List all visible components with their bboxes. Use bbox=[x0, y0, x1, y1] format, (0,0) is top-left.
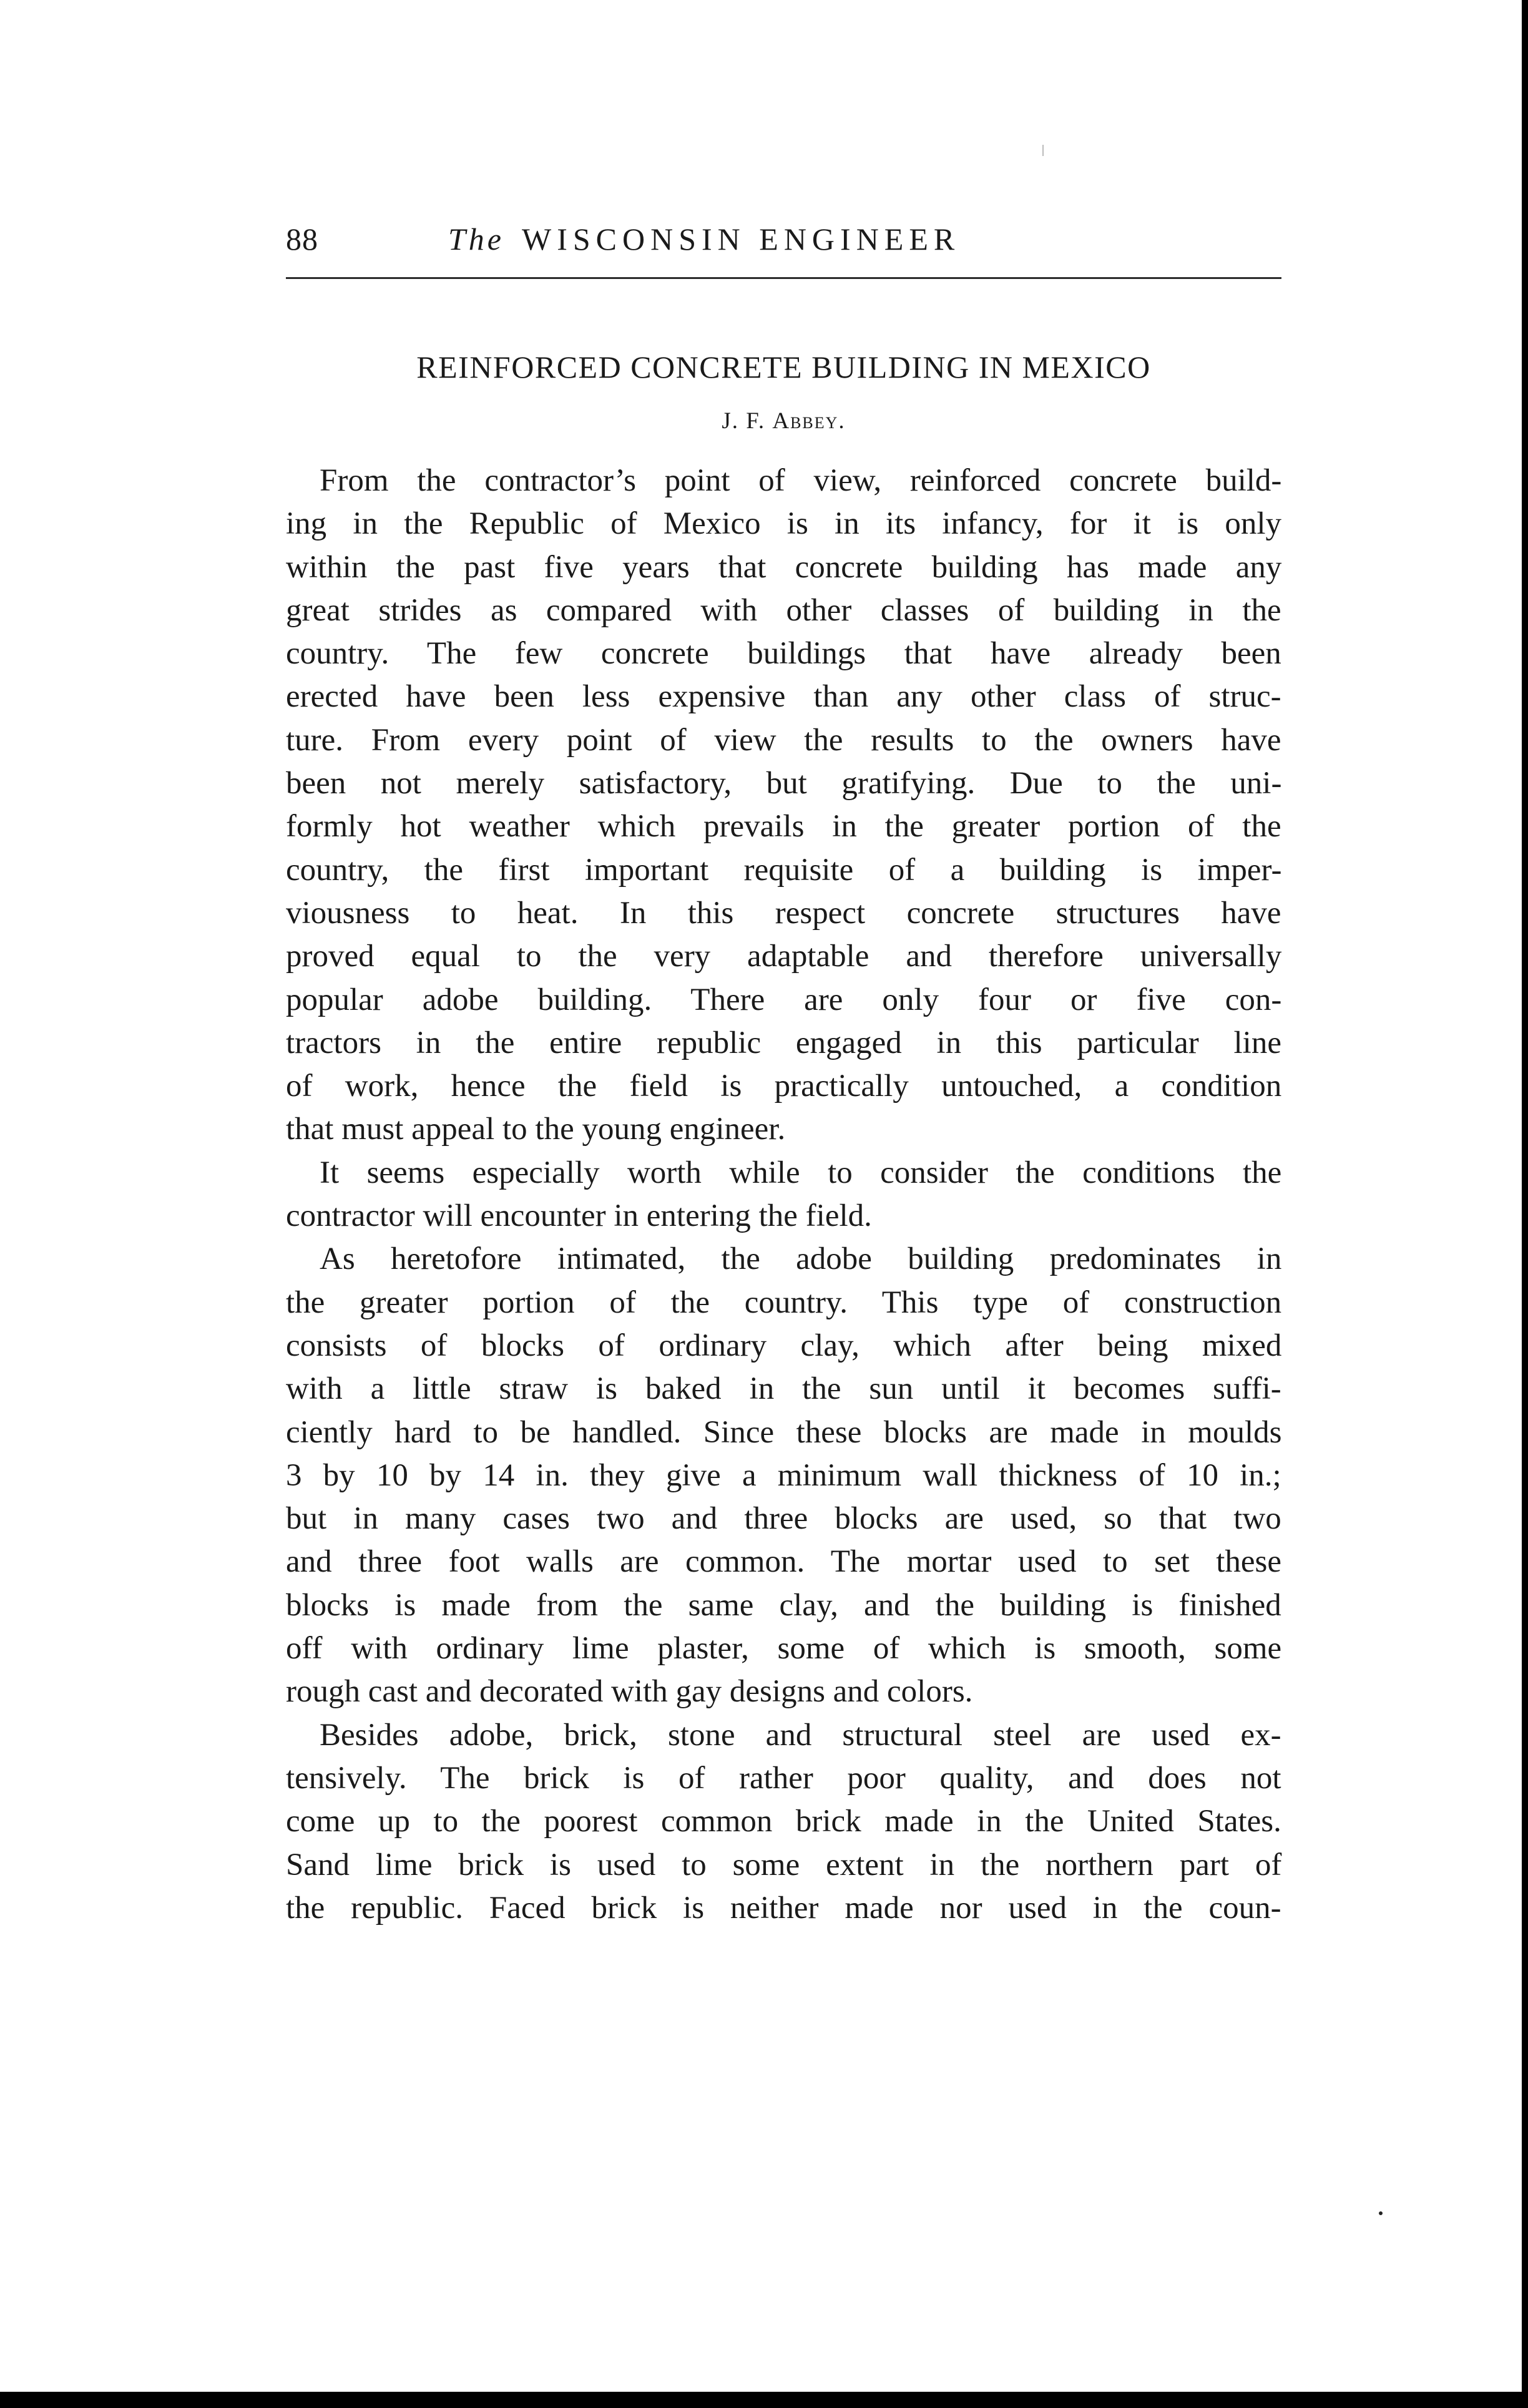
text-line: ciently hard to be handled. Since these blocks are made in moulds bbox=[286, 1414, 1282, 1450]
journal-title-name: WISCONSIN ENGINEER bbox=[522, 222, 961, 257]
text-line: the republic. Faced brick is neither made nor used in the coun- bbox=[286, 1890, 1281, 1926]
paragraph bbox=[286, 1152, 1281, 1238]
text-line: As heretofore intimated, the adobe building predominates in bbox=[320, 1241, 1282, 1277]
page bbox=[286, 212, 1281, 1930]
paragraph bbox=[286, 1238, 1281, 1713]
text-line: been not merely satisfactory, but gratifying. Due to the uni- bbox=[286, 766, 1282, 801]
page-number: 88 bbox=[286, 222, 318, 257]
text-line: Besides adobe, brick, stone and structural steel are used ex- bbox=[320, 1717, 1281, 1753]
text-line: country, the first important requisite of a building is imper- bbox=[286, 852, 1282, 888]
text-line: blocks is made from the same clay, and the building is finished bbox=[286, 1587, 1281, 1623]
scan-speck bbox=[1379, 2211, 1383, 2215]
scan-border-right bbox=[1522, 0, 1528, 2408]
article-title: REINFORCED CONCRETE BUILDING IN MEXICO bbox=[416, 350, 1151, 384]
text-line: of work, hence the field is practically untouched, a condition bbox=[286, 1069, 1282, 1104]
text-line: that must appeal to the young engineer. bbox=[286, 1112, 786, 1147]
text-line: viousness to heat. In this respect concrete structures have bbox=[286, 895, 1281, 931]
text-line: 3 by 10 by 14 in. they give a minimum wall thickness of 10 in.; bbox=[286, 1457, 1281, 1493]
text-line: From the contractor’s point of view, reinforced concrete build- bbox=[320, 463, 1282, 498]
paragraph bbox=[286, 459, 1281, 1152]
text-line: with a little straw is baked in the sun until it becomes suffi- bbox=[286, 1371, 1281, 1407]
author-initials: J. F. bbox=[722, 408, 766, 434]
text-line: proved equal to the very adaptable and therefore universally bbox=[286, 939, 1282, 974]
text-line: consists of blocks of ordinary clay, which after being mixed bbox=[286, 1328, 1282, 1363]
text-line: contractor will encounter in entering the field. bbox=[286, 1198, 872, 1234]
text-line: and three foot walls are common. The mortar used to set these bbox=[286, 1544, 1282, 1580]
paragraph bbox=[286, 1714, 1281, 1930]
text-line: formly hot weather which prevails in the greater portion of the bbox=[286, 809, 1281, 844]
running-head bbox=[286, 212, 1281, 279]
text-line: popular adobe building. There are only four or five con- bbox=[286, 982, 1282, 1017]
scan-border-bottom bbox=[0, 2392, 1528, 2408]
author-surname: Abbey. bbox=[772, 408, 846, 434]
text-line: the greater portion of the country. This type of construction bbox=[286, 1285, 1282, 1320]
text-line: but in many cases two and three blocks are used, so that two bbox=[286, 1501, 1281, 1537]
text-line: ing in the Republic of Mexico is in its infancy, for it is only bbox=[286, 506, 1282, 542]
text-line: great strides as compared with other classes of building in the bbox=[286, 592, 1281, 628]
text-line: ture. From every point of view the results to the owners have bbox=[286, 722, 1281, 758]
byline bbox=[286, 408, 1281, 434]
text-line: erected have been less expensive than any other class of struc- bbox=[286, 679, 1281, 715]
text-line: come up to the poorest common brick made in the United States. bbox=[286, 1804, 1281, 1839]
text-line: Sand lime brick is used to some extent in the northern part of bbox=[286, 1847, 1282, 1882]
text-line: It seems especially worth while to consider the conditions the bbox=[320, 1155, 1282, 1190]
article-body bbox=[286, 459, 1281, 1930]
text-line: off with ordinary lime plaster, some of which is smooth, some bbox=[286, 1631, 1282, 1667]
text-line: within the past five years that concrete building has made any bbox=[286, 549, 1282, 585]
text-line: tractors in the entire republic engaged in this particular line bbox=[286, 1025, 1281, 1060]
journal-title bbox=[448, 221, 960, 257]
text-line: rough cast and decorated with gay designs and colors. bbox=[286, 1674, 973, 1710]
text-line: country. The few concrete buildings that have already been bbox=[286, 636, 1281, 672]
journal-title-the: The bbox=[448, 222, 504, 257]
scan-mark bbox=[1042, 145, 1044, 156]
text-line: tensively. The brick is of rather poor quality, and does not bbox=[286, 1760, 1281, 1796]
